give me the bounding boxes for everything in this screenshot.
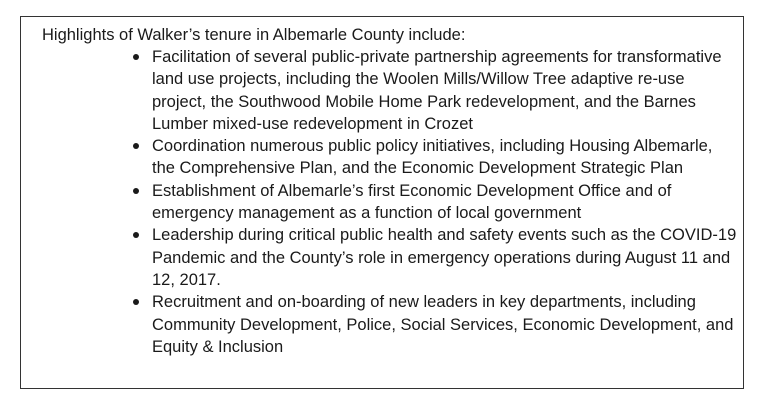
list-item [131, 135, 739, 180]
bullet-icon [133, 232, 139, 238]
list-item [131, 180, 739, 225]
bullet-icon [133, 54, 139, 60]
intro-text: Highlights of Walker’s tenure in Albemarle County include: [42, 26, 466, 44]
bullet-icon [133, 143, 139, 149]
bullet-icon [133, 188, 139, 194]
list-item-text: Leadership during critical public health and safety events such as the COVID-19 Pandemic and the County’s role in emergency operations during August 11 and 12, 2017. [152, 226, 737, 289]
list-item [131, 224, 739, 291]
bullet-icon [133, 299, 139, 305]
list-item-text: Establishment of Albemarle’s first Economic Development Office and of emergency management as a function of local government [152, 181, 672, 223]
text-box [20, 16, 744, 389]
list-item [131, 46, 739, 135]
list-item-text: Coordination numerous public policy initiatives, including Housing Albemarle, the Comprehensive Plan, and the Economic Development Strategic Plan [152, 137, 713, 178]
highlights-list [131, 46, 739, 358]
list-item-text: Recruitment and on-boarding of new leaders in key departments, including Community Development, Police, Social Services, Economic Development, and Equity & Inclusion [152, 293, 734, 356]
list-item [131, 291, 739, 358]
list-item-text: Facilitation of several public-private partnership agreements for transformative land use projects, including the Woolen Mills/Willow Tree adaptive re-use project, the Southwood Mobile Home Park redevelopment, and the Barnes Lumber mixed-use redevelopment in Crozet [152, 48, 722, 133]
